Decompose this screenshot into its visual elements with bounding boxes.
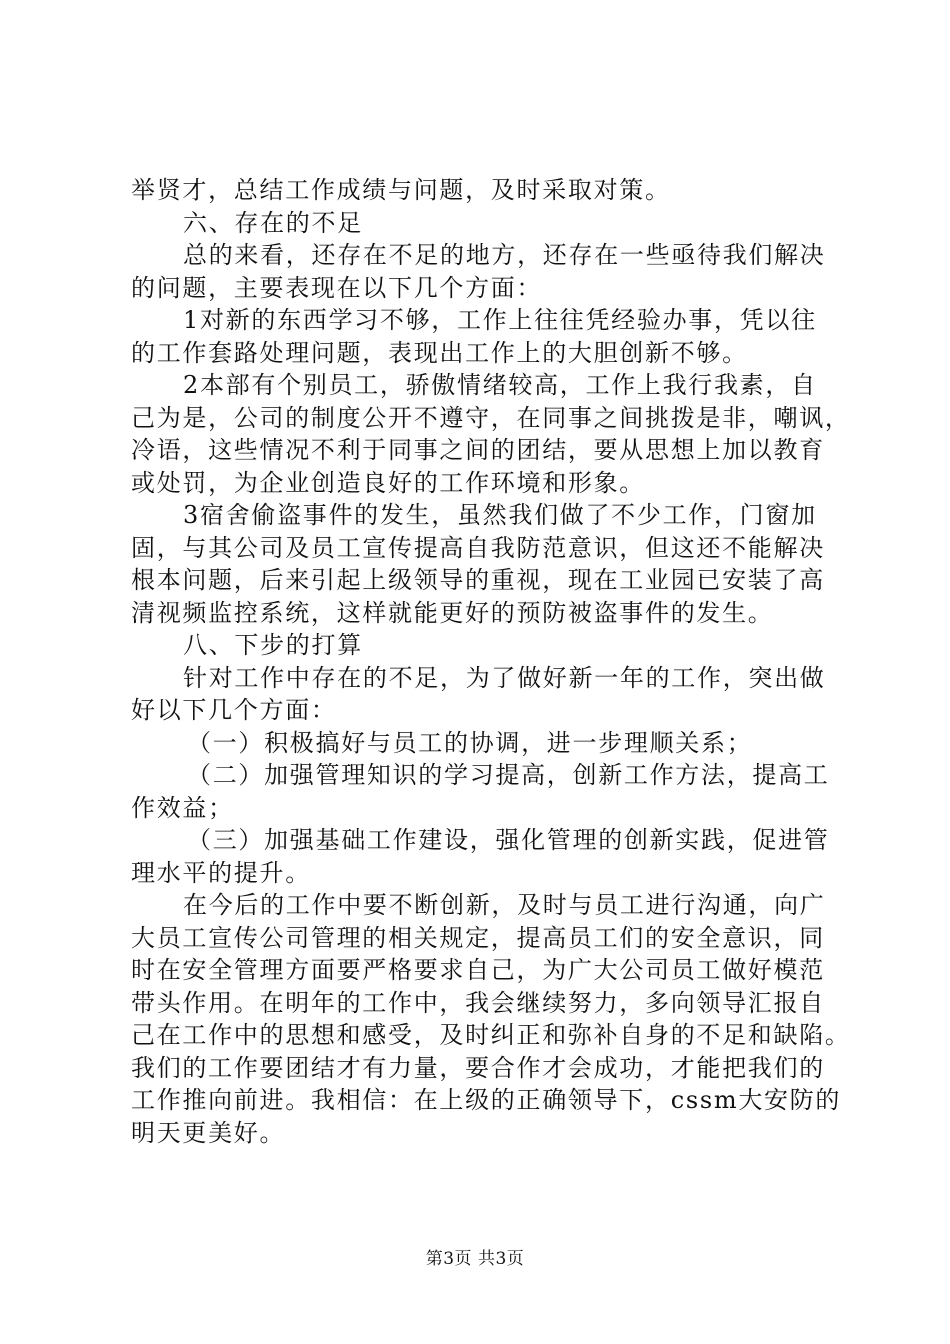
section-heading-next-steps: 八、下步的打算: [183, 631, 363, 659]
text-line: 举贤才，总结工作成绩与问题，及时采取对策。: [131, 176, 671, 204]
text-line: 2本部有个别员工，骄傲情绪较高，工作上我行我素，自: [183, 371, 817, 399]
text-line: 理水平的提升。: [131, 858, 311, 887]
section-heading-shortcomings: 六、存在的不足: [183, 208, 363, 237]
text-line: 带头作用。在明年的工作中，我会继续努力，多向领导汇报自: [131, 988, 825, 1017]
text-line: 总的来看，还存在不足的地方，还存在一些亟待我们解决: [183, 241, 826, 269]
text-line: 工作推向前进。我相信：在上级的正确领导下，cssm大安防的: [131, 1086, 842, 1114]
list-item: （二）加强管理知识的学习提高，创新工作方法，提高工: [187, 761, 830, 789]
text-line: 作效益；: [131, 793, 234, 822]
text-line: 在今后的工作中要不断创新，及时与员工进行沟通，向广: [183, 891, 826, 919]
text-line: 己在工作中的思想和感受，及时纠正和弥补自身的不足和缺陷。: [131, 1021, 851, 1049]
text-line: 清视频监控系统，这样就能更好的预防被盗事件的发生。: [131, 598, 774, 627]
text-line: 好以下几个方面：: [131, 696, 337, 724]
text-line: 根本问题，后来引起上级领导的重视，现在工业园已安装了高: [131, 566, 825, 594]
text-line: 明天更美好。: [131, 1118, 286, 1147]
text-line: 己为是，公司的制度公开不遵守，在同事之间挑拨是非，嘲讽，: [131, 403, 851, 432]
text-line: 时在安全管理方面要严格要求自己，为广大公司员工做好模范: [131, 956, 825, 984]
text-line: 的问题，主要表现在以下几个方面：: [131, 273, 543, 302]
text-line: 冷语，这些情况不利于同事之间的团结，要从思想上加以教育: [131, 436, 825, 464]
list-item: （一）积极搞好与员工的协调，进一步理顺关系；: [187, 728, 753, 757]
text-line: 的工作套路处理问题，表现出工作上的大胆创新不够。: [131, 338, 748, 367]
page-total: 共3页: [477, 1249, 525, 1269]
list-item: （三）加强基础工作建设，强化管理的创新实践，促进管: [187, 826, 830, 854]
text-line: 针对工作中存在的不足，为了做好新一年的工作，突出做: [183, 663, 826, 692]
text-line: 或处罚，为企业创造良好的工作环境和形象。: [131, 468, 645, 497]
document-body: [131, 174, 851, 1149]
text-line: 固，与其公司及员工宣传提高自我防范意识，但这还不能解决: [131, 533, 825, 562]
page-footer: [0, 1244, 950, 1269]
page-number: 第3页: [425, 1249, 473, 1269]
text-line: 1对新的东西学习不够，工作上往往凭经验办事，凭以往: [183, 306, 817, 334]
text-line: 我们的工作要团结才有力量，要合作才会成功，才能把我们的: [131, 1053, 825, 1082]
text-line: 3宿舍偷盗事件的发生，虽然我们做了不少工作，门窗加: [183, 501, 817, 529]
text-line: 大员工宣传公司管理的相关规定，提高员工们的安全意识，同: [131, 923, 825, 952]
